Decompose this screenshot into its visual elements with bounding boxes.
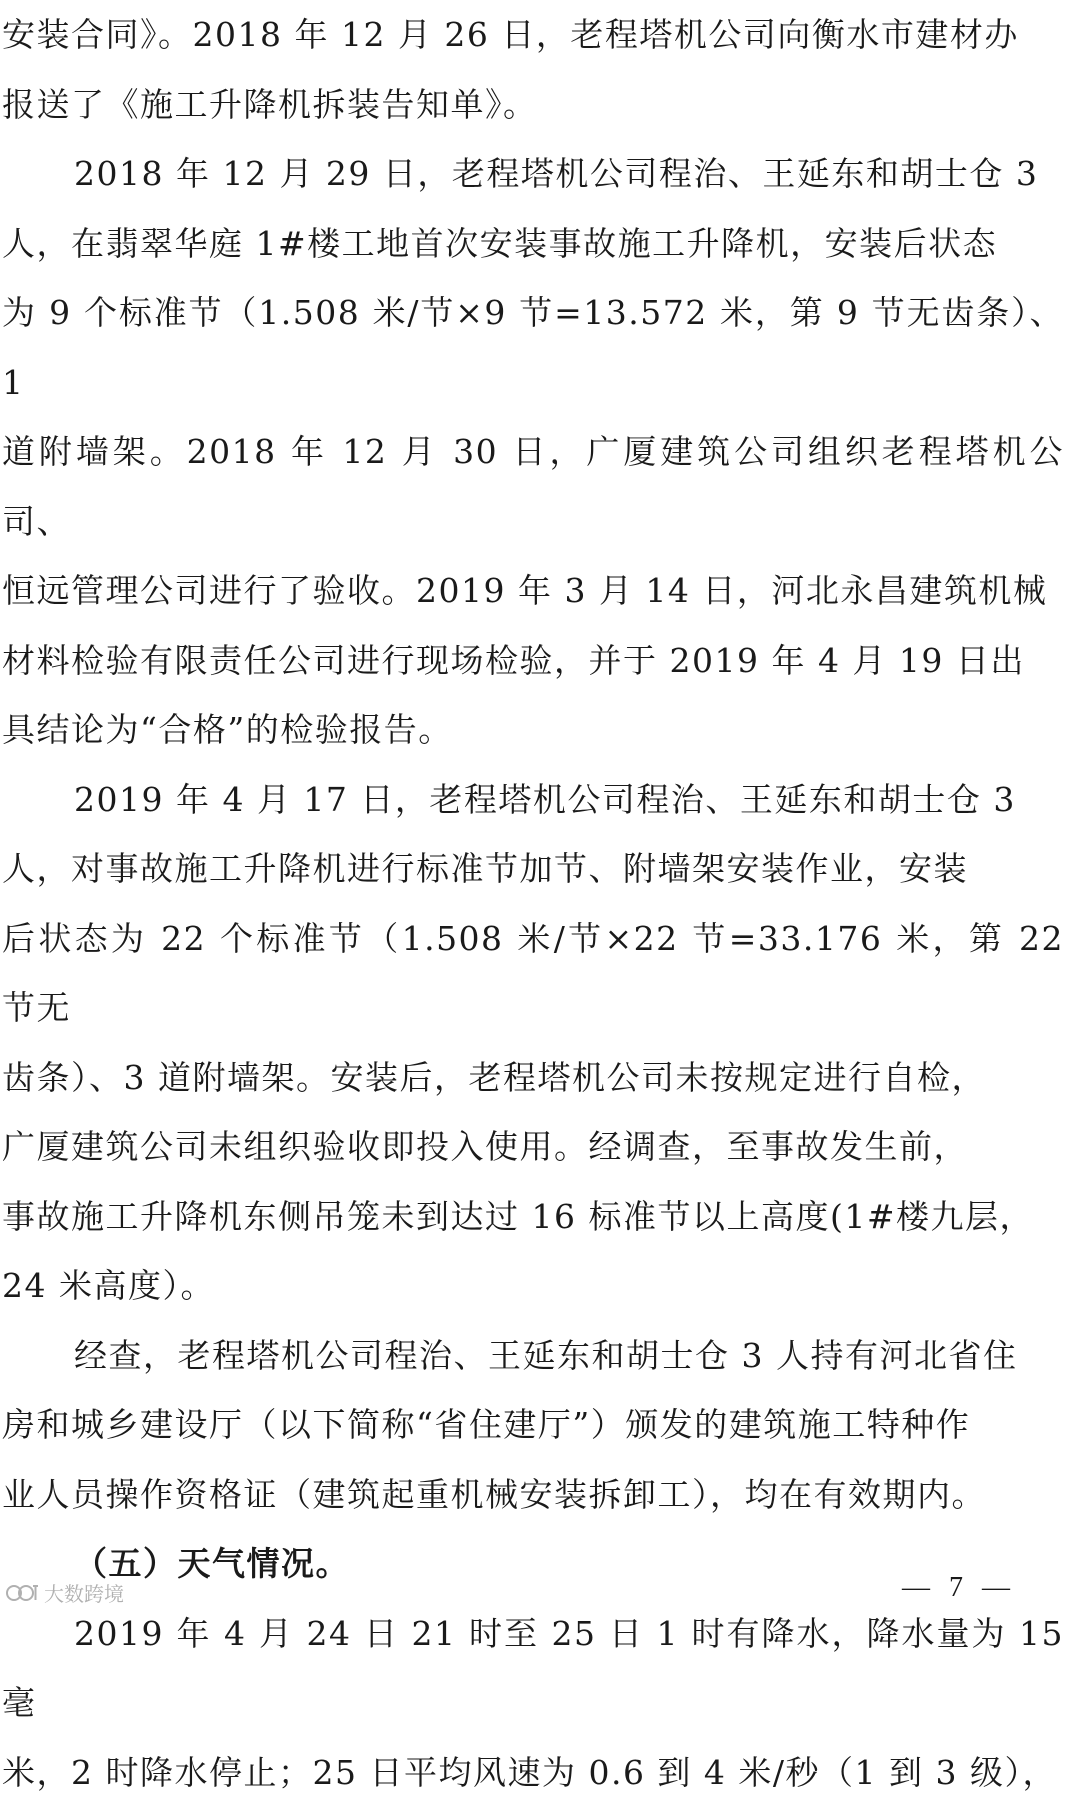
text-line: 恒远管理公司进行了验收。2019 年 3 月 14 日，河北永昌建筑机械 [2,556,1064,626]
text-line: 2018 年 12 月 29 日，老程塔机公司程治、王延东和胡士仓 3 [2,139,1064,209]
watermark-logo-icon [6,1582,40,1604]
text-line: 人，在翡翠华庭 1#楼工地首次安装事故施工升降机，安装后状态 [2,209,1064,279]
text-line: 经查，老程塔机公司程治、王延东和胡士仓 3 人持有河北省住 [2,1321,1064,1391]
text-line: 材料检验有限责任公司进行现场检验，并于 2019 年 4 月 19 日出 [2,626,1064,696]
text-line: 后状态为 22 个标准节（1.508 米/节×22 节=33.176 米，第 22 节无 [2,904,1064,1043]
text-line: 报送了《施工升降机拆装告知单》。 [2,70,1064,140]
text-line: 具结论为“合格”的检验报告。 [2,695,1064,765]
text-line: 业人员操作资格证（建筑起重机械安装拆卸工），均在有效期内。 [2,1460,1064,1530]
text-line: 人，对事故施工升降机进行标准节加节、附墙架安装作业，安装 [2,834,1064,904]
text-line: 为 9 个标准节（1.508 米/节×9 节=13.572 米，第 9 节无齿条）、1 [2,278,1064,417]
text-line: 2019 年 4 月 17 日，老程塔机公司程治、王延东和胡士仓 3 [2,765,1064,835]
watermark-text: 大数跨境 [44,1578,124,1607]
text-line: 道附墙架。2018 年 12 月 30 日，广厦建筑公司组织老程塔机公司、 [2,417,1064,556]
text-line: 24 米高度）。 [2,1251,1064,1321]
text-line: 广厦建筑公司未组织验收即投入使用。经调查，至事故发生前， [2,1112,1064,1182]
text-line: 安装合同》。2018 年 12 月 26 日，老程塔机公司向衡水市建材办 [2,0,1064,70]
text-line: 房和城乡建设厅（以下简称“省住建厅”）颁发的建筑施工特种作 [2,1390,1064,1460]
paragraph-first-installation [2,139,1064,765]
watermark [6,1578,124,1607]
paragraph-weather [2,1599,1064,1807]
text-line: 齿条）、3 道附墙架。安装后，老程塔机公司未按规定进行自检， [2,1043,1064,1113]
page-number: — 7 — [902,1572,1016,1604]
text-line: 事故施工升降机东侧吊笼未到达过 16 标准节以上高度(1#楼九层， [2,1182,1064,1252]
paragraph-second-installation [2,765,1064,1321]
text-line: 米，2 时降水停止；25 日平均风速为 0.6 到 4 米/秒（1 到 3 级）， [2,1738,1064,1807]
text-line: 2019 年 4 月 24 日 21 时至 25 日 1 时有降水，降水量为 15 毫 [2,1599,1064,1738]
heading-text: （五）天气情况。 [2,1529,1064,1599]
paragraph-contract-continuation [2,0,1064,139]
paragraph-certification [2,1321,1064,1530]
